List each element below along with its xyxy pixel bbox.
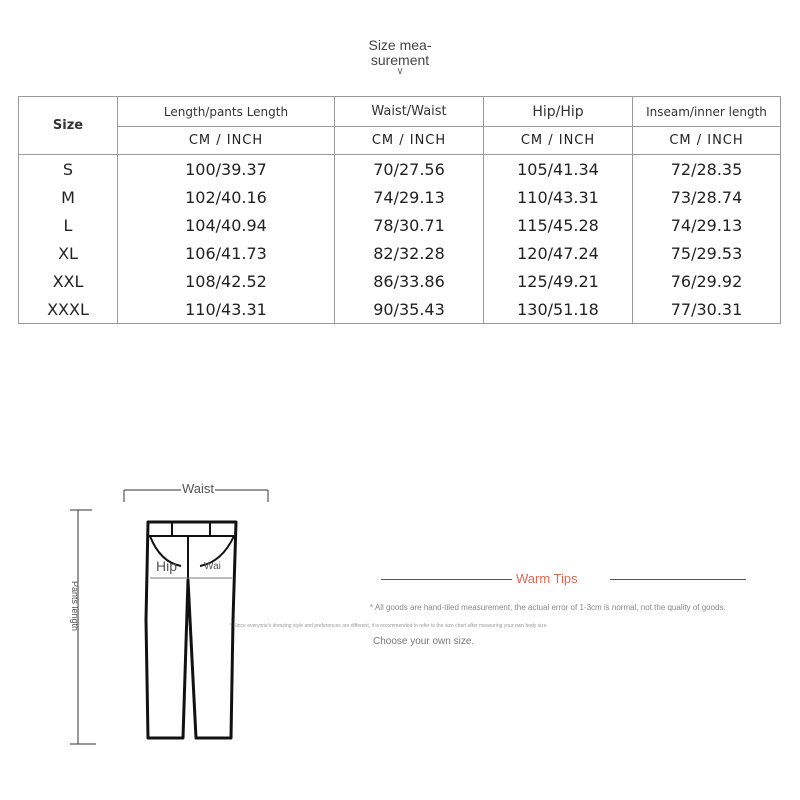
size-cell: XXXL <box>19 295 118 324</box>
wai-label: Wai <box>204 561 221 572</box>
length-cell: 104/40.94 <box>118 211 335 239</box>
size-chart-table <box>18 96 781 324</box>
waist-cell: 82/32.28 <box>335 239 484 267</box>
waist-cell: 90/35.43 <box>335 295 484 324</box>
tips-note-choose-size: Choose your own size. <box>373 636 475 647</box>
length-cell: 108/42.52 <box>118 267 335 295</box>
inseam-cell: 73/28.74 <box>633 183 781 211</box>
hip-cell: 115/45.28 <box>484 211 633 239</box>
pants-length-label: Pants length <box>70 580 80 632</box>
size-cell: L <box>19 211 118 239</box>
column-header-waist: Waist/Waist <box>335 97 484 127</box>
inseam-cell: 76/29.92 <box>633 267 781 295</box>
tips-note-measurement: * All goods are hand-tiled measurement, the actual error of 1-3cm is normal, not the quality of goods. <box>370 603 726 612</box>
column-header-hip: Hip/Hip <box>484 97 633 127</box>
table-header-row <box>19 97 781 127</box>
hip-cell: 130/51.18 <box>484 295 633 324</box>
table-row <box>19 211 781 239</box>
length-cell: 102/40.16 <box>118 183 335 211</box>
size-cell: XXL <box>19 267 118 295</box>
length-cell: 100/39.37 <box>118 155 335 184</box>
column-header-inseam: Inseam/inner length <box>633 97 781 127</box>
waist-cell: 78/30.71 <box>335 211 484 239</box>
unit-label: CM / INCH <box>335 127 484 155</box>
warm-tips-title: Warm Tips <box>516 571 578 586</box>
tips-divider-left <box>381 579 512 580</box>
pants-diagram <box>0 470 300 770</box>
pants-icon <box>146 522 236 738</box>
tips-note-dressing-style: * Since everyone's dressing style and preferences are different, it is recommended to refer to the size chart after measuring your own body size. <box>230 623 548 629</box>
table-row <box>19 267 781 295</box>
size-cell: XL <box>19 239 118 267</box>
table-unit-row <box>19 127 781 155</box>
hip-cell: 120/47.24 <box>484 239 633 267</box>
page-title <box>350 38 450 76</box>
waist-label: Waist <box>182 481 215 496</box>
table-row <box>19 295 781 324</box>
column-header-length: Length/pants Length <box>118 97 335 127</box>
inseam-cell: 75/29.53 <box>633 239 781 267</box>
tips-divider-right <box>610 579 746 580</box>
hip-cell: 110/43.31 <box>484 183 633 211</box>
waist-cell: 70/27.56 <box>335 155 484 184</box>
inseam-cell: 77/30.31 <box>633 295 781 324</box>
waist-cell: 86/33.86 <box>335 267 484 295</box>
title-line-1: Size mea- <box>368 37 432 53</box>
length-cell: 106/41.73 <box>118 239 335 267</box>
title-line-2: surement <box>370 52 430 68</box>
unit-label: CM / INCH <box>633 127 781 155</box>
size-cell: S <box>19 155 118 184</box>
table-row <box>19 183 781 211</box>
inseam-cell: 72/28.35 <box>633 155 781 184</box>
hip-label: Hip <box>156 558 178 574</box>
chevron-down-icon: ∨ <box>396 66 404 77</box>
unit-label: CM / INCH <box>118 127 335 155</box>
unit-label: CM / INCH <box>484 127 633 155</box>
inseam-cell: 74/29.13 <box>633 211 781 239</box>
waist-cell: 74/29.13 <box>335 183 484 211</box>
hip-cell: 105/41.34 <box>484 155 633 184</box>
table-row <box>19 155 781 184</box>
table-row <box>19 239 781 267</box>
hip-cell: 125/49.21 <box>484 267 633 295</box>
size-column-header: Size <box>19 97 118 155</box>
length-cell: 110/43.31 <box>118 295 335 324</box>
size-cell: M <box>19 183 118 211</box>
